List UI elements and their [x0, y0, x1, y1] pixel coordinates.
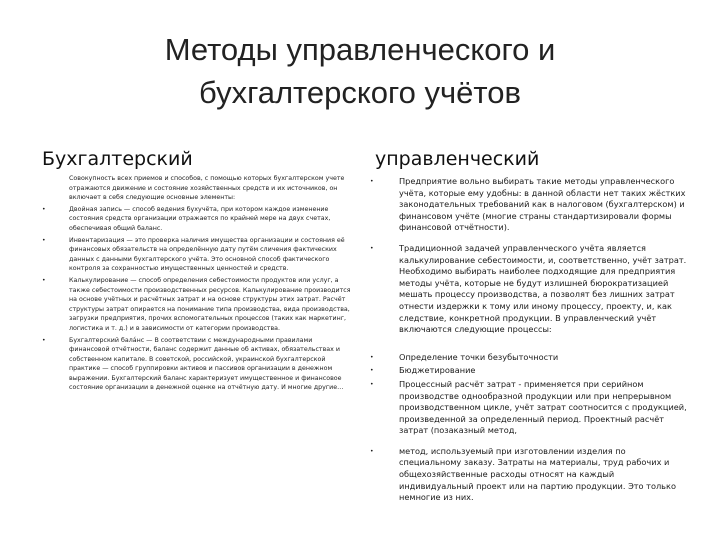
bullet-icon: • — [42, 336, 46, 344]
list-item — [370, 243, 688, 336]
list-item — [370, 446, 688, 504]
right-item-text: Традиционной задачей управленческого учёта является калькулирование себестоимости, и, соответственно, учёт затрат. Необходимо выбирать наиболее подходящие для предприятия методы учёта, которые не будут излишней бюрократизацией мешать процессу производства, а позволят без лишних затрат отнести издержки к тому или иному процессу, проекту, и, как следствие, конкретной продукции. В управленческий учёт включаются следующие процессы: — [399, 242, 687, 335]
right-item-text: Предприятие вольно выбирать такие методы управленческого учёта, которые ему удобны: в данной области нет таких жёстких законодательных требований как в налоговом (бухгалтерском) и финансовом учёте (многие страны стандартизировали формы финансовой отчётности). — [399, 176, 686, 233]
left-item-text: Калькулирование — способ определения себестоимости продуктов или услуг, а также себестоимости производственных ресурсов. Калькулирование производится на основе учётных и расчётных затрат и на основе структуры этих затрат. Расчёт структуры затрат опирается на понимание типа производства, вида производства, загрузки предприятия, прочих вспомогательных процессов (таких как маркетинг, логистика и т. д.) и в зависимости от категории производства. — [69, 276, 351, 332]
left-column-heading: Бухгалтерский — [42, 148, 193, 170]
list-item — [42, 336, 352, 394]
bullet-icon: • — [370, 178, 374, 185]
bullet-icon: • — [370, 447, 374, 455]
list-item — [370, 379, 688, 437]
right-item-text: Определение точки безубыточности — [399, 351, 559, 362]
right-item-text: Бюджетирование — [399, 365, 476, 376]
slide-title — [40, 28, 680, 114]
left-item-text: Бухгалтерский бала́нс — В соответствии с международными правилами финансовой отчётности, баланс содержит данные об активах, обязательствах и собственном капитале. В советской, российской, украинской бухгалтерской практике — способ группировки активов и пассивов организации в денежном выражении. Бухгалтерский баланс характеризует имущественное и финансовое состояние организации в денежной оценке на отчётную дату. И многие другие… — [69, 336, 344, 392]
list-item — [42, 174, 352, 203]
right-column — [370, 176, 688, 504]
bullet-icon: • — [42, 236, 46, 244]
left-item-text: Инвентаризация — это проверка наличия имущества организации и состояния её финансовых обязательств на определённую дату путём сличения фактических данных с данными бухгалтерского учёта. Это основной способ фактического контроля за сохранностью имущественных ценностей и средств. — [69, 236, 345, 273]
left-intro-text: Совокупность всех приемов и способов, с помощью которых бухгалтерском учете отражаются движение и состояние хозяйственных средств и их источников, он включает в себя следующие основные элементы: — [69, 175, 345, 202]
slide-title-line-2: бухгалтерского учётов — [199, 75, 521, 110]
list-item — [42, 205, 352, 234]
bullet-icon: • — [370, 367, 374, 375]
bullet-icon: • — [370, 353, 374, 361]
list-item — [370, 365, 688, 377]
bullet-icon: • — [370, 244, 374, 252]
bullet-icon: • — [370, 380, 374, 388]
right-item-text: метод, используемый при изготовлении изделия по специальному заказу. Затраты на материалы, труд рабочих и общехозяйственные расходы относят на каждый индивидуальный проект или на партию продукции. Это только немногие из них. — [399, 445, 676, 503]
list-item — [42, 236, 352, 274]
left-item-text: Двойная запись — способ ведения бухучёта, при котором каждое изменение состояния средств организации отражается по крайней мере на двух счетах, обеспечивая общий баланс. — [69, 205, 331, 232]
list-item — [42, 276, 352, 334]
slide-title-line-1: Методы управленческого и — [164, 32, 556, 67]
list-item — [370, 352, 688, 364]
left-column — [42, 174, 352, 393]
list-item — [370, 176, 688, 234]
bullet-icon: • — [42, 205, 46, 213]
bullet-icon: • — [42, 276, 46, 284]
right-item-text: Процессный расчёт затрат - применяется при серийном производстве однообразной продукции или при непрерывном производственном цикле, учёт затрат соотносится с продукцией, произведенной за определенный период. Проектный расчёт затрат (позаказный метод, — [399, 378, 687, 436]
right-column-heading: управленческий — [375, 148, 540, 170]
